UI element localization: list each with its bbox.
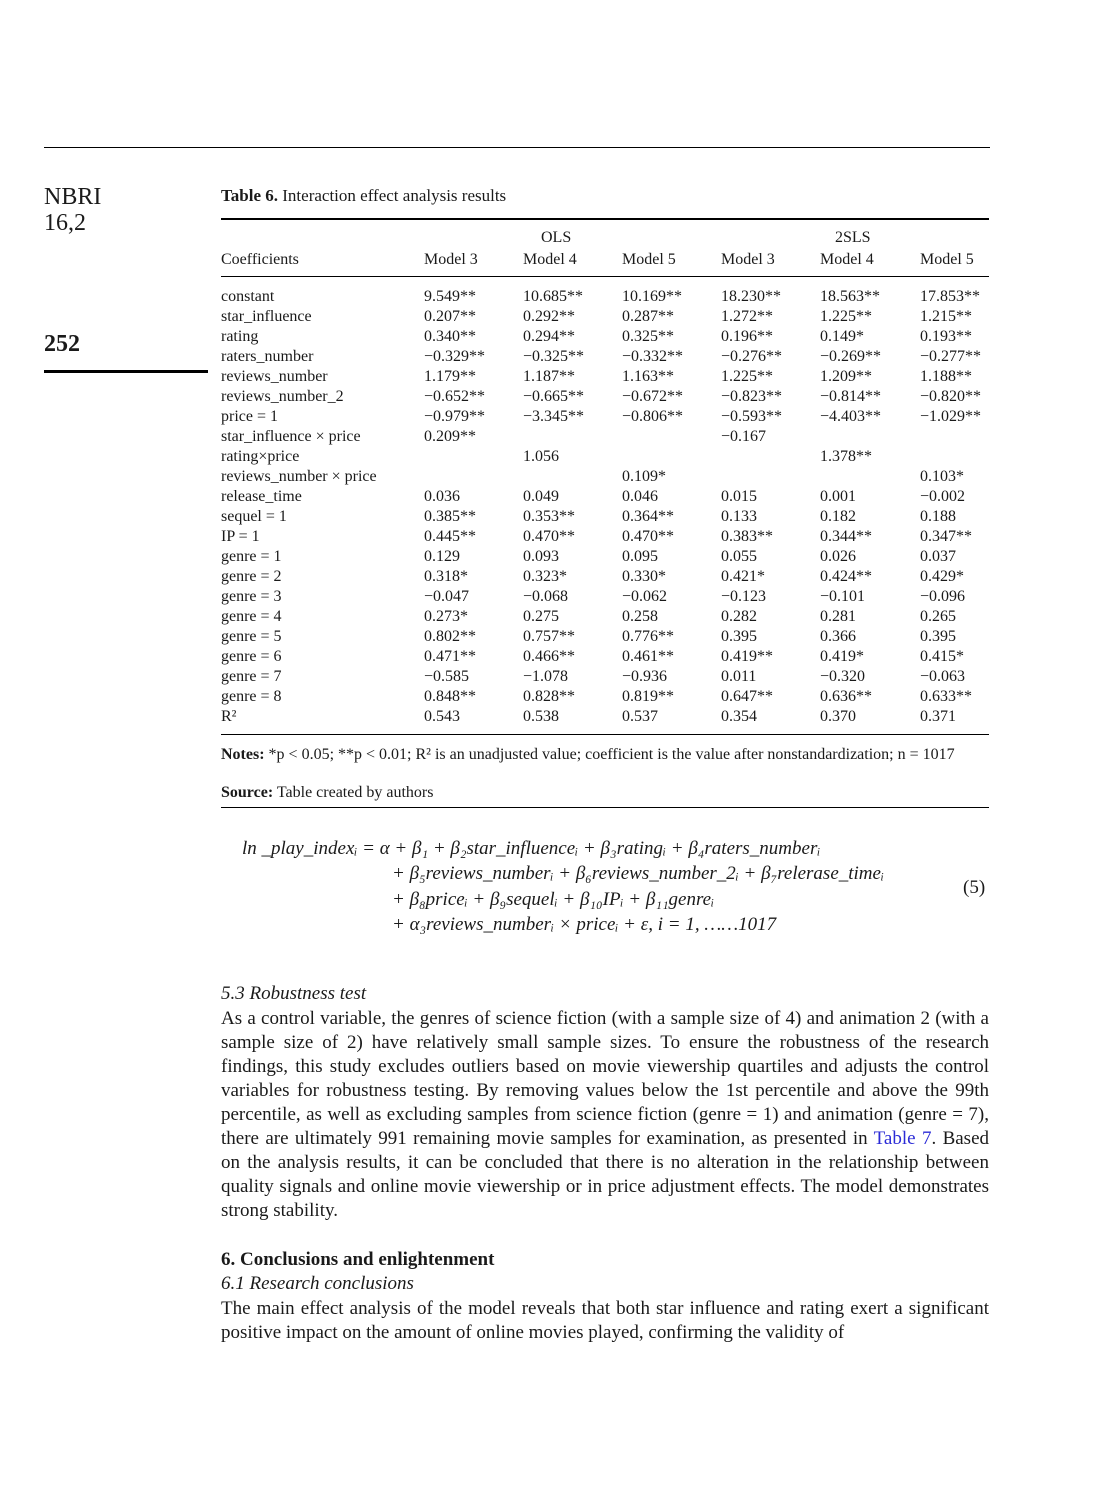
table-cell: 0.353**: [523, 508, 575, 525]
table-cell: 1.163**: [622, 368, 674, 385]
paragraph-text: As a control variable, the genres of science fiction (with a sample size of 4) and animation 2 (with a sample size of 2) have relatively small sample sizes. To ensure the robustness of the research findings, this study excludes outliers based on movie viewership quartiles and adjusts the control variables for robustness testing. By removing values below the 1st percentile and above the 99th percentile, as well as excluding samples from science fiction (genre = 1) and animation (genre = 7), there are ultimately 991 remaining movie samples for examination, as presented in: [221, 1008, 989, 1149]
table-cell: −1.078: [523, 668, 569, 685]
equation-line-1: ln _play_indexᵢ = α + β₁ + β₂star_influenceᵢ + β₃ratingᵢ + β₄raters_numberᵢ: [242, 838, 821, 859]
table-cell: −0.332**: [622, 348, 684, 365]
table-cell: 0.466**: [523, 648, 575, 665]
row-label: genre = 5: [221, 628, 282, 645]
table-cell: 0.055: [721, 548, 757, 565]
table-cell: 0.538: [523, 708, 559, 725]
column-header-model: Model 5: [622, 251, 676, 268]
table-row: [221, 607, 989, 627]
table-row: [221, 687, 989, 707]
row-label: price = 1: [221, 408, 278, 425]
journal-volume: 16,2: [44, 210, 86, 236]
table-row: [221, 547, 989, 567]
table-cell: −0.068: [523, 588, 569, 605]
row-label: rating: [221, 328, 259, 345]
table-row: [221, 627, 989, 647]
table-cell: −0.979**: [424, 408, 486, 425]
row-label: star_influence: [221, 308, 312, 325]
table-cell: −0.820**: [920, 388, 982, 405]
table-cell: 0.419**: [721, 648, 773, 665]
table-cell: −0.652**: [424, 388, 486, 405]
table-row: [221, 647, 989, 667]
table-cell: 0.776**: [622, 628, 674, 645]
row-label: genre = 7: [221, 668, 282, 685]
table-cell: 0.011: [721, 668, 757, 685]
table-cell: 0.273*: [424, 608, 468, 625]
section-6-1-paragraph: The main effect analysis of the model reveals that both star influence and rating exert a significant positive impact on the amount of online movies played, confirming the validity of: [221, 1298, 989, 1343]
table-cell: 0.287**: [622, 308, 674, 325]
table-row: [221, 307, 989, 327]
table-cell: −0.123: [721, 588, 767, 605]
table-cell: 0.471**: [424, 648, 476, 665]
table-cell: 0.354: [721, 708, 757, 725]
table-cell: 1.225**: [820, 308, 872, 325]
table-cell: 10.169**: [622, 288, 682, 305]
source-label: Source:: [221, 784, 274, 801]
table-cell: 1.215**: [920, 308, 972, 325]
table-cell: −0.320: [820, 668, 866, 685]
row-label: release_time: [221, 488, 302, 505]
row-label: genre = 1: [221, 548, 282, 565]
table-cell: 0.647**: [721, 688, 773, 705]
row-label: IP = 1: [221, 528, 260, 545]
table-cell: −0.002: [920, 488, 966, 505]
table-cell: 0.001: [820, 488, 856, 505]
table-cell: 0.848**: [424, 688, 476, 705]
row-label: sequel = 1: [221, 508, 287, 525]
table-cell: 1.272**: [721, 308, 773, 325]
table-cell: 0.015: [721, 488, 757, 505]
table-cell: 0.265: [920, 608, 956, 625]
table-cell: 0.347**: [920, 528, 972, 545]
table-cell: −0.096: [920, 588, 966, 605]
table-cell: 0.537: [622, 708, 658, 725]
table-row: [221, 367, 989, 387]
table-7-link[interactable]: Table 7: [873, 1128, 932, 1149]
table-cell: 0.149*: [820, 328, 864, 345]
table-cell: −3.345**: [523, 408, 585, 425]
table-cell: 0.383**: [721, 528, 773, 545]
table-cell: 0.802**: [424, 628, 476, 645]
table-cell: −0.277**: [920, 348, 982, 365]
table-row: [221, 347, 989, 367]
table-cell: 0.093: [523, 548, 559, 565]
table-cell: −0.047: [424, 588, 470, 605]
section-6-1-heading: 6.1 Research conclusions: [221, 1273, 414, 1294]
table-cell: 0.543: [424, 708, 460, 725]
page-number-rule: [44, 370, 208, 373]
table-cell: 1.188**: [920, 368, 972, 385]
table-top-rule: [221, 218, 989, 220]
table-cell: 0.445**: [424, 528, 476, 545]
table-cell: 1.209**: [820, 368, 872, 385]
journal-name: NBRI: [44, 184, 102, 210]
group-header-ols: OLS: [541, 229, 572, 246]
row-label: genre = 8: [221, 688, 282, 705]
table-row: [221, 527, 989, 547]
table-cell: 1.378**: [820, 448, 872, 465]
table-cell: 0.415*: [920, 648, 964, 665]
table-cell: 0.828**: [523, 688, 575, 705]
table-cell: 0.461**: [622, 648, 674, 665]
table-cell: 0.188: [920, 508, 956, 525]
journal-info: [44, 184, 101, 236]
table-cell: −0.936: [622, 668, 668, 685]
table-row: [221, 327, 989, 347]
table-row: [221, 467, 989, 487]
table-cell: −0.167: [721, 428, 767, 445]
row-label: genre = 6: [221, 648, 282, 665]
table-cell: −0.665**: [523, 388, 585, 405]
table-cell: 0.364**: [622, 508, 674, 525]
table-cell: −0.269**: [820, 348, 882, 365]
table-row: [221, 447, 989, 467]
table-cell: 0.330*: [622, 568, 666, 585]
source-text: Table created by authors: [276, 784, 434, 801]
table-cell: 0.395: [721, 628, 757, 645]
table-cell: 0.424**: [820, 568, 872, 585]
table-cell: −0.585: [424, 668, 470, 685]
table-cell: 0.470**: [523, 528, 575, 545]
table-source: [221, 784, 433, 802]
table-cell: −0.329**: [424, 348, 486, 365]
table-cell: 0.294**: [523, 328, 575, 345]
row-label: genre = 3: [221, 588, 282, 605]
table-cell: 0.819**: [622, 688, 674, 705]
table-cell: 0.133: [721, 508, 757, 525]
table-cell: 0.129: [424, 548, 460, 565]
table-cell: −0.062: [622, 588, 668, 605]
table-cell: 17.853**: [920, 288, 980, 305]
table-header-rule: [221, 276, 989, 277]
table-cell: 0.636**: [820, 688, 872, 705]
paragraph-text-end: . Based on the analysis results, it can be concluded that there is no alteration in the relationship between quality signals and online movie viewership or in price adjustment effects. The model demonstrates strong stability.: [221, 1128, 989, 1221]
page-number: 252: [44, 331, 80, 357]
notes-text: *p < 0.05; **p < 0.01; R² is an unadjusted value; coefficient is the value after nonstandardization; n = 1017: [268, 746, 955, 763]
table-cell: −0.101: [820, 588, 866, 605]
table-cell: 0.196**: [721, 328, 773, 345]
equation-line-4: + α₃reviews_numberᵢ × priceᵢ + ε, i = 1, ……1017: [392, 914, 777, 935]
table-cell: 0.037: [920, 548, 956, 565]
section-6-heading: 6. Conclusions and enlightenment: [221, 1249, 495, 1270]
table-cell: −0.823**: [721, 388, 783, 405]
table-cell: 0.182: [820, 508, 856, 525]
table-cell: −4.403**: [820, 408, 882, 425]
column-header-model: Model 3: [424, 251, 478, 268]
table-cell: 0.429*: [920, 568, 964, 585]
table-cell: 0.292**: [523, 308, 575, 325]
table-cell: 0.207**: [424, 308, 476, 325]
table-cell: 1.179**: [424, 368, 476, 385]
table-cell: 0.109*: [622, 468, 666, 485]
row-label: constant: [221, 288, 275, 305]
equation-number: (5): [963, 877, 986, 898]
row-label: star_influence × price: [221, 428, 361, 445]
header-rule: [44, 147, 990, 148]
table-cell: 0.366: [820, 628, 856, 645]
table-cell: −0.276**: [721, 348, 783, 365]
table-cell: 0.281: [820, 608, 856, 625]
table-row: [221, 287, 989, 307]
table-cell: 0.318*: [424, 568, 468, 585]
table-cell: −0.814**: [820, 388, 882, 405]
table-cell: 0.395: [920, 628, 956, 645]
table-cell: 18.230**: [721, 288, 781, 305]
table-cell: 0.258: [622, 608, 658, 625]
table-cell: 0.325**: [622, 328, 674, 345]
table-cell: 0.340**: [424, 328, 476, 345]
table-row: [221, 427, 989, 447]
table-cell: 0.323*: [523, 568, 567, 585]
table-notes: [221, 745, 989, 764]
table-number: Table 6.: [221, 186, 279, 205]
equation-line-2: + β₅reviews_numberᵢ + β₆reviews_number_2ᵢ + β₇relerase_timeᵢ: [392, 863, 884, 884]
table-bottom-rule: [221, 734, 989, 735]
table-cell: 0.095: [622, 548, 658, 565]
table-cell: −0.325**: [523, 348, 585, 365]
table-row: [221, 407, 989, 427]
group-header-2sls: 2SLS: [835, 229, 871, 246]
table-cell: 9.549**: [424, 288, 476, 305]
column-header-model: Model 3: [721, 251, 775, 268]
equation-line-3: + β₈priceᵢ + β₉sequelᵢ + β₁₀IPᵢ + β₁₁genreᵢ: [392, 889, 715, 910]
table-cell: −0.593**: [721, 408, 783, 425]
column-header-model: Model 5: [920, 251, 974, 268]
table-cell: 0.036: [424, 488, 460, 505]
table-cell: 1.225**: [721, 368, 773, 385]
section-5-3-paragraph: [221, 1007, 989, 1223]
table-cell: 10.685**: [523, 288, 583, 305]
section-5-3-heading: 5.3 Robustness test: [221, 983, 367, 1004]
notes-label: Notes:: [221, 746, 265, 763]
table-cell: −0.063: [920, 668, 966, 685]
row-label: genre = 2: [221, 568, 282, 585]
table-cell: 0.757**: [523, 628, 575, 645]
row-label: rating×price: [221, 448, 300, 465]
table-header-row: [221, 250, 989, 270]
table-cell: 0.275: [523, 608, 559, 625]
table-cell: 1.056: [523, 448, 559, 465]
table-row: [221, 387, 989, 407]
row-label: reviews_number: [221, 368, 328, 385]
table-cell: 0.049: [523, 488, 559, 505]
table-row: [221, 507, 989, 527]
table-cell: 1.187**: [523, 368, 575, 385]
table-cell: −0.806**: [622, 408, 684, 425]
row-label: raters_number: [221, 348, 314, 365]
row-label: reviews_number × price: [221, 468, 377, 485]
row-label: R²: [221, 708, 237, 725]
table-cell: 0.421*: [721, 568, 765, 585]
table-row: [221, 587, 989, 607]
table-cell: 0.385**: [424, 508, 476, 525]
row-label: genre = 4: [221, 608, 282, 625]
table-cell: 0.470**: [622, 528, 674, 545]
table-title: Interaction effect analysis results: [282, 186, 507, 205]
table-cell: −1.029**: [920, 408, 982, 425]
table-cell: 0.046: [622, 488, 658, 505]
table-cell: 0.282: [721, 608, 757, 625]
table-cell: 0.193**: [920, 328, 972, 345]
source-rule: [221, 807, 989, 808]
table-row: [221, 707, 989, 727]
table-cell: 0.209**: [424, 428, 476, 445]
table-caption: [221, 186, 506, 206]
table-cell: 0.370: [820, 708, 856, 725]
table-cell: 0.103*: [920, 468, 964, 485]
table-cell: 0.344**: [820, 528, 872, 545]
table-cell: 0.026: [820, 548, 856, 565]
column-header-model: Model 4: [523, 251, 577, 268]
table-cell: −0.672**: [622, 388, 684, 405]
table-cell: 0.419*: [820, 648, 864, 665]
table-row: [221, 667, 989, 687]
table-row: [221, 487, 989, 507]
column-header-model: Model 4: [820, 251, 874, 268]
row-label: reviews_number_2: [221, 388, 344, 405]
table-row: [221, 567, 989, 587]
column-header-coefficients: Coefficients: [221, 251, 299, 268]
table-cell: 0.633**: [920, 688, 972, 705]
table-cell: 18.563**: [820, 288, 880, 305]
table-cell: 0.371: [920, 708, 956, 725]
